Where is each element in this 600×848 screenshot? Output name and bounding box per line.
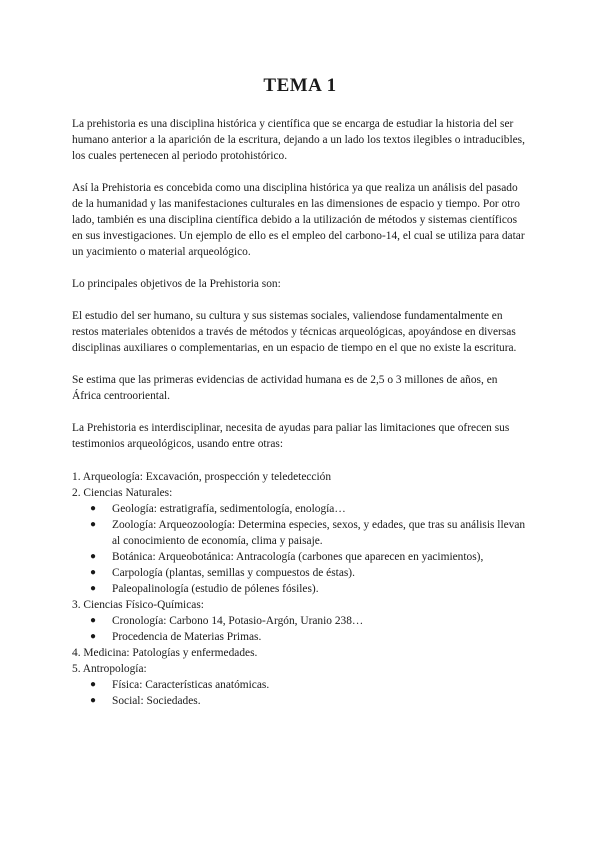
document-title: TEMA 1 (263, 75, 337, 96)
bullet-icon: ● (90, 679, 97, 690)
bullet-icon: ● (90, 631, 97, 642)
bullet-icon: ● (90, 503, 97, 514)
sub-item-zoologia (72, 517, 528, 549)
list-item-medicina: 4. Medicina: Patologías y enfermedades. (72, 647, 258, 659)
sub-item-carpologia (72, 565, 528, 581)
sub-item-cronologia (72, 613, 528, 629)
paragraph-objectives-heading: Lo principales objetivos de la Prehistoria son: (72, 278, 281, 290)
list-item-ciencias-naturales: 2. Ciencias Naturales: (72, 487, 173, 499)
sub-item-text: Social: Sociedades. (112, 695, 201, 707)
bullet-icon: ● (90, 519, 97, 530)
sub-item-text: Cronología: Carbono 14, Potasio-Argón, Uranio 238… (112, 615, 364, 627)
sub-item-text: Física: Características anatómicas. (112, 679, 270, 691)
list-item-antropologia: 5. Antropología: (72, 663, 147, 675)
sub-item-social (72, 693, 528, 709)
paragraph-evidence: Se estima que las primeras evidencias de actividad humana es de 2,5 o 3 millones de años, en África centrooriental. (72, 374, 498, 402)
paragraph-objectives: El estudio del ser humano, su cultura y sus sistemas sociales, valiendose fundamentalmente en restos materiales obtenidos a través de métodos y técnicas arqueológicas, apoyándose en diversas disciplinas auxiliares o complementarias, en un espacio de tiempo en el que no existe la escritura. (72, 310, 517, 354)
sub-item-text: Paleopalinología (estudio de pólenes fósiles). (112, 583, 319, 595)
sub-item-geologia (72, 501, 528, 517)
sub-item-text: Botánica: Arqueobotánica: Antracología (carbones que aparecen en yacimientos), (112, 551, 484, 563)
paragraph-definition: La prehistoria es una disciplina histórica y científica que se encarga de estudiar la historia del ser humano anterior a la aparición de la escritura, dejando a un lado los textos ilegibles o intraducibles, los cuales pertenecen al periodo protohistórico. (72, 118, 525, 162)
paragraph-interdisciplinary: La Prehistoria es interdisciplinar, necesita de ayudas para paliar las limitaciones que ofrecen sus testimonios arqueológicos, usando entre otras: (72, 422, 510, 450)
list-item-arqueologia: 1. Arqueología: Excavación, prospección y teledetección (72, 471, 332, 483)
sub-item-procedencia (72, 629, 528, 645)
bullet-icon: ● (90, 695, 97, 706)
sub-item-text: Procedencia de Materias Primas. (112, 631, 262, 643)
paragraph-conception: Así la Prehistoria es concebida como una disciplina histórica ya que realiza un análisis del pasado de la humanidad y las manifestaciones culturales en las dimensiones de espacio y tiempo. Por otro lado, también es una disciplina científica debido a la utilización de métodos y sistemas científicos en sus investigaciones. Un ejemplo de ello es el empleo del carbono-14, el cual se utiliza para datar un yacimiento o material arqueológico. (72, 182, 525, 258)
disciplines-list (72, 469, 528, 709)
sub-item-paleopalinologia (72, 581, 528, 597)
list-item-ciencias-fisico-quimicas: 3. Ciencias Físico-Químicas: (72, 599, 204, 611)
sub-item-text: Carpología (plantas, semillas y compuestos de éstas). (112, 567, 355, 579)
bullet-icon: ● (90, 551, 97, 562)
sub-item-text: Zoología: Arqueozoología: Determina especies, sexos, y edades, que tras su análisis llevan al conocimiento de economía, clima y paisaje. (112, 519, 526, 547)
bullet-icon: ● (90, 583, 97, 594)
bullet-icon: ● (90, 567, 97, 578)
sub-item-botanica (72, 549, 528, 565)
sub-item-fisica (72, 677, 528, 693)
bullet-icon: ● (90, 615, 97, 626)
sub-item-text: Geología: estratigrafía, sedimentología, enología… (112, 503, 346, 515)
document-page (72, 74, 528, 709)
